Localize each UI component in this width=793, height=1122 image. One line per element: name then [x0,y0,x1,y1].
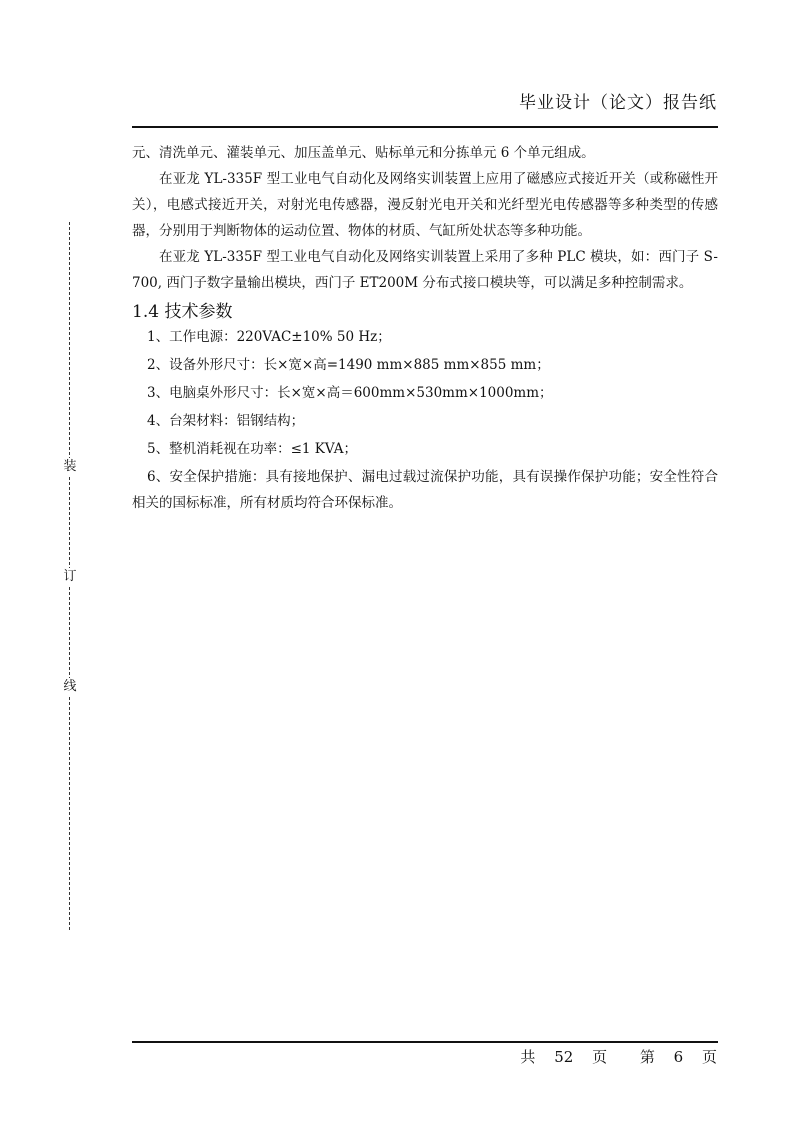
spec-item-1: 1、工作电源：220VAC±10% 50 Hz； [147,329,391,345]
page-footer [520,1046,717,1067]
binding-char-xian: 线 [63,679,77,694]
paragraph-1: 元、清洗单元、灌装单元、加压盖单元、贴标单元和分拣单元 6 个单元组成。 [132,145,595,161]
footer-rule [132,1041,718,1043]
binding-line [62,222,78,930]
footer-total-label: 共 [520,1048,536,1066]
footer-current-page: 6 [673,1048,684,1066]
binding-char-zhuang: 装 [63,459,77,474]
paragraph-2: 在亚龙 YL-335F 型工业电气自动化及网络实训装置上应用了磁感应式接近开关（或称磁性开关），电感式接近开关，对射光电传感器，漫反射光电开关和光纤型光电传感器等多种类型的传感器，分别用于判断物体的运动位置、物体的材质、气缸所处状态等多种功能。 [132,171,718,239]
footer-page-unit-1: 页 [592,1048,608,1066]
spec-item-4: 4、台架材料：铝钢结构； [147,413,305,429]
document-body [132,140,718,518]
binding-char-ding: 订 [63,569,77,584]
header-rule [132,126,718,128]
footer-total-pages: 52 [554,1048,574,1066]
footer-page-unit-2: 页 [701,1048,717,1066]
spec-item-6: 6、安全保护措施：具有接地保护、漏电过载过流保护功能，具有误操作保护功能；安全性符合相关的国标标准，所有材质均符合环保标准。 [132,469,718,511]
paragraph-3: 在亚龙 YL-335F 型工业电气自动化及网络实训装置上采用了多种 PLC 模块，如：西门子 S-700, 西门子数字量输出模块，西门子 ET200M 分布式接口模块等，可以满足多种控制需求。 [132,249,718,291]
header-title: 毕业设计（论文）报告纸 [519,93,717,113]
footer-current-label: 第 [639,1048,655,1066]
spec-item-2: 2、设备外形尺寸：长×宽×高=1490 mm×885 mm×855 mm； [147,357,550,373]
spec-item-3: 3、电脑桌外形尺寸：长×宽×高＝600mm×530mm×1000mm； [147,385,553,401]
section-heading: 1.4 技术参数 [132,302,233,322]
spec-item-5: 5、整机消耗视在功率：≤1 KVA； [147,441,357,457]
